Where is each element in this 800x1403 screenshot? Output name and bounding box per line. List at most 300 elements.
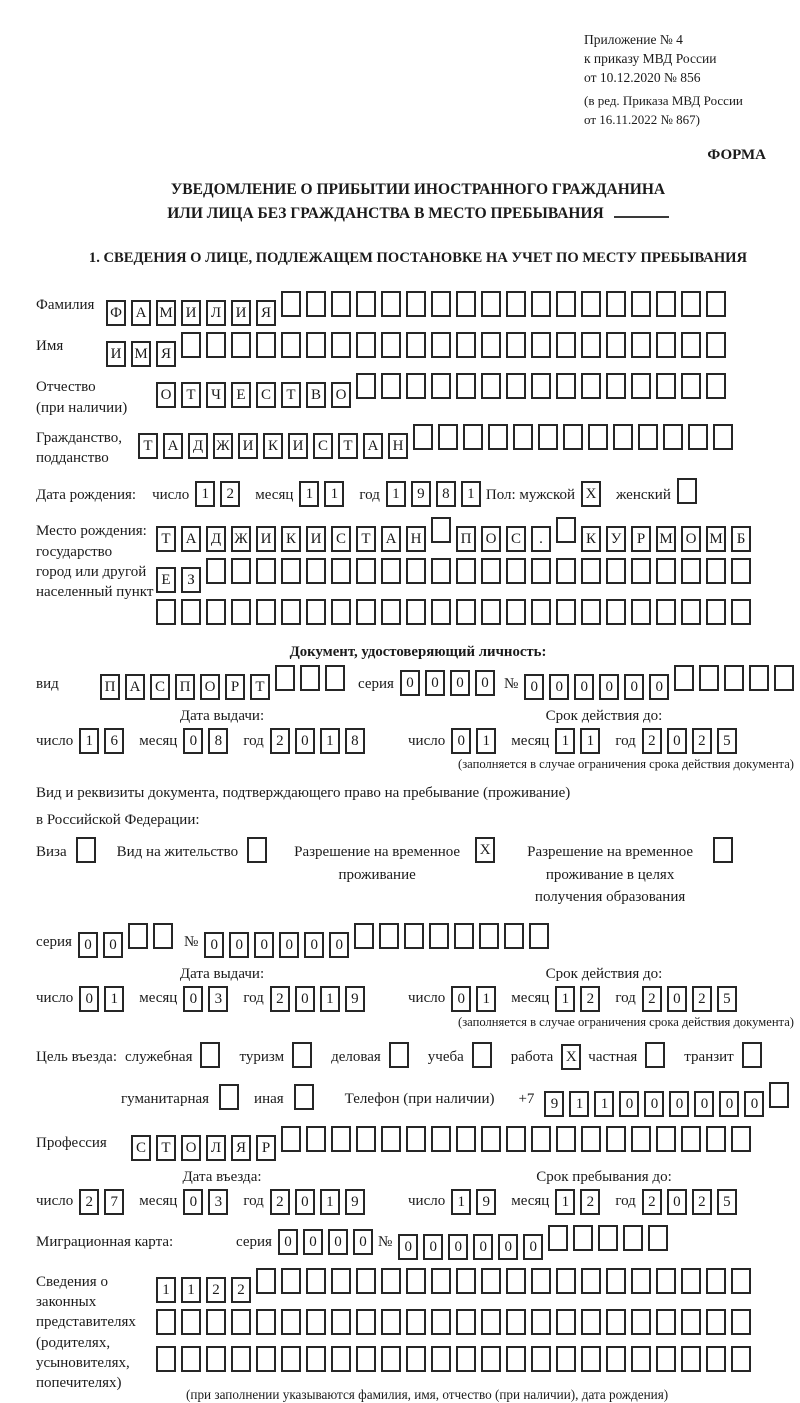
char-cell[interactable] — [256, 1268, 276, 1294]
char-cell[interactable]: С — [256, 382, 276, 408]
char-cell[interactable] — [481, 1309, 501, 1335]
char-cell[interactable] — [331, 558, 351, 584]
char-cell[interactable] — [431, 373, 451, 399]
char-cell[interactable]: Ч — [206, 382, 226, 408]
char-cell[interactable] — [631, 558, 651, 584]
char-cell[interactable] — [706, 1309, 726, 1335]
char-cell[interactable] — [681, 373, 701, 399]
char-cell[interactable] — [431, 332, 451, 358]
char-cell[interactable]: Т — [138, 433, 158, 459]
char-cell[interactable] — [181, 1346, 201, 1372]
char-cell[interactable] — [631, 332, 651, 358]
char-cell[interactable]: Я — [231, 1135, 251, 1161]
char-cell[interactable]: П — [100, 674, 120, 700]
char-cell[interactable]: И — [238, 433, 258, 459]
char-cell[interactable] — [406, 1126, 426, 1152]
char-cell[interactable]: 0 — [229, 932, 249, 958]
char-cell[interactable]: 1 — [461, 481, 481, 507]
char-cell[interactable]: Т — [250, 674, 270, 700]
char-cell[interactable]: Ф — [106, 300, 126, 326]
char-cell[interactable] — [381, 373, 401, 399]
char-cell[interactable] — [481, 1268, 501, 1294]
char-cell[interactable]: А — [131, 300, 151, 326]
char-cell[interactable] — [531, 291, 551, 317]
char-cell[interactable]: 9 — [411, 481, 431, 507]
char-cell[interactable] — [206, 1346, 226, 1372]
char-cell[interactable] — [331, 599, 351, 625]
char-cell[interactable] — [681, 1126, 701, 1152]
char-cell[interactable]: 0 — [295, 986, 315, 1012]
char-cell[interactable] — [706, 373, 726, 399]
char-cell[interactable]: 0 — [669, 1091, 689, 1117]
char-cell[interactable] — [76, 837, 96, 863]
char-cell[interactable]: Н — [388, 433, 408, 459]
char-cell[interactable]: Б — [731, 526, 751, 552]
char-cell[interactable] — [356, 599, 376, 625]
char-cell[interactable]: 1 — [555, 728, 575, 754]
char-cell[interactable] — [331, 291, 351, 317]
char-cell[interactable] — [581, 558, 601, 584]
char-cell[interactable]: Р — [631, 526, 651, 552]
char-cell[interactable]: 0 — [667, 728, 687, 754]
char-cell[interactable] — [681, 599, 701, 625]
char-cell[interactable] — [506, 1346, 526, 1372]
char-cell[interactable] — [456, 1268, 476, 1294]
char-cell[interactable] — [306, 558, 326, 584]
char-cell[interactable] — [581, 373, 601, 399]
char-cell[interactable] — [724, 665, 744, 691]
char-cell[interactable]: 2 — [580, 986, 600, 1012]
char-cell[interactable] — [306, 1268, 326, 1294]
char-cell[interactable]: 0 — [295, 728, 315, 754]
char-cell[interactable] — [556, 599, 576, 625]
char-cell[interactable] — [674, 665, 694, 691]
char-cell[interactable]: 2 — [692, 986, 712, 1012]
char-cell[interactable] — [281, 332, 301, 358]
char-cell[interactable]: 0 — [451, 728, 471, 754]
char-cell[interactable]: 0 — [303, 1229, 323, 1255]
char-cell[interactable]: . — [531, 526, 551, 552]
char-cell[interactable] — [681, 1309, 701, 1335]
char-cell[interactable]: А — [163, 433, 183, 459]
char-cell[interactable]: П — [175, 674, 195, 700]
char-cell[interactable] — [406, 1346, 426, 1372]
char-cell[interactable] — [331, 1268, 351, 1294]
char-cell[interactable] — [538, 424, 558, 450]
char-cell[interactable]: 0 — [204, 932, 224, 958]
char-cell[interactable] — [504, 923, 524, 949]
char-cell[interactable] — [531, 1268, 551, 1294]
char-cell[interactable]: 7 — [104, 1189, 124, 1215]
char-cell[interactable]: 0 — [79, 986, 99, 1012]
char-cell[interactable]: 1 — [451, 1189, 471, 1215]
char-cell[interactable] — [456, 332, 476, 358]
char-cell[interactable] — [699, 665, 719, 691]
char-cell[interactable] — [631, 1268, 651, 1294]
char-cell[interactable] — [406, 558, 426, 584]
char-cell[interactable]: С — [150, 674, 170, 700]
char-cell[interactable] — [731, 599, 751, 625]
char-cell[interactable] — [281, 291, 301, 317]
char-cell[interactable] — [706, 1268, 726, 1294]
char-cell[interactable] — [606, 373, 626, 399]
char-cell[interactable]: К — [281, 526, 301, 552]
char-cell[interactable] — [256, 1346, 276, 1372]
char-cell[interactable] — [206, 1309, 226, 1335]
char-cell[interactable] — [281, 1309, 301, 1335]
char-cell[interactable]: 0 — [328, 1229, 348, 1255]
char-cell[interactable]: Я — [156, 341, 176, 367]
char-cell[interactable]: 0 — [78, 932, 98, 958]
char-cell[interactable] — [389, 1042, 409, 1068]
char-cell[interactable]: 1 — [555, 1189, 575, 1215]
char-cell[interactable] — [606, 558, 626, 584]
char-cell[interactable] — [506, 1268, 526, 1294]
char-cell[interactable]: 0 — [475, 670, 495, 696]
char-cell[interactable]: 9 — [544, 1091, 564, 1117]
char-cell[interactable] — [556, 1346, 576, 1372]
char-cell[interactable]: 5 — [717, 728, 737, 754]
char-cell[interactable]: 0 — [450, 670, 470, 696]
char-cell[interactable] — [481, 373, 501, 399]
char-cell[interactable]: 2 — [642, 986, 662, 1012]
char-cell[interactable] — [404, 923, 424, 949]
char-cell[interactable] — [356, 1346, 376, 1372]
char-cell[interactable] — [381, 1268, 401, 1294]
char-cell[interactable] — [431, 558, 451, 584]
char-cell[interactable]: 0 — [624, 674, 644, 700]
char-cell[interactable]: 0 — [649, 674, 669, 700]
char-cell[interactable] — [356, 1309, 376, 1335]
char-cell[interactable]: 0 — [183, 728, 203, 754]
char-cell[interactable] — [275, 665, 295, 691]
char-cell[interactable] — [456, 291, 476, 317]
char-cell[interactable]: Т — [281, 382, 301, 408]
char-cell[interactable]: 3 — [208, 986, 228, 1012]
char-cell[interactable] — [731, 1126, 751, 1152]
char-cell[interactable] — [431, 1268, 451, 1294]
char-cell[interactable] — [656, 373, 676, 399]
char-cell[interactable]: 0 — [667, 1189, 687, 1215]
char-cell[interactable]: И — [231, 300, 251, 326]
char-cell[interactable]: 2 — [270, 728, 290, 754]
char-cell[interactable]: 2 — [692, 1189, 712, 1215]
char-cell[interactable] — [356, 558, 376, 584]
char-cell[interactable]: 1 — [569, 1091, 589, 1117]
char-cell[interactable] — [488, 424, 508, 450]
char-cell[interactable]: 2 — [642, 1189, 662, 1215]
char-cell[interactable] — [431, 1346, 451, 1372]
char-cell[interactable]: 0 — [353, 1229, 373, 1255]
char-cell[interactable] — [556, 517, 576, 543]
char-cell[interactable] — [656, 558, 676, 584]
char-cell[interactable] — [588, 424, 608, 450]
char-cell[interactable] — [742, 1042, 762, 1068]
char-cell[interactable] — [688, 424, 708, 450]
char-cell[interactable] — [331, 1126, 351, 1152]
char-cell[interactable] — [631, 373, 651, 399]
char-cell[interactable] — [731, 1346, 751, 1372]
char-cell[interactable]: 1 — [386, 481, 406, 507]
char-cell[interactable] — [479, 923, 499, 949]
char-cell[interactable] — [294, 1084, 314, 1110]
char-cell[interactable]: 0 — [254, 932, 274, 958]
char-cell[interactable] — [381, 558, 401, 584]
char-cell[interactable] — [206, 332, 226, 358]
char-cell[interactable] — [573, 1225, 593, 1251]
char-cell[interactable]: 9 — [345, 1189, 365, 1215]
char-cell[interactable] — [706, 599, 726, 625]
char-cell[interactable] — [481, 1126, 501, 1152]
char-cell[interactable]: Л — [206, 1135, 226, 1161]
char-cell[interactable]: Н — [406, 526, 426, 552]
char-cell[interactable]: И — [306, 526, 326, 552]
char-cell[interactable] — [656, 1268, 676, 1294]
char-cell[interactable] — [429, 923, 449, 949]
char-cell[interactable]: 1 — [594, 1091, 614, 1117]
char-cell[interactable] — [706, 1126, 726, 1152]
char-cell[interactable] — [506, 1309, 526, 1335]
char-cell[interactable] — [247, 837, 267, 863]
char-cell[interactable]: И — [181, 300, 201, 326]
char-cell[interactable] — [306, 1346, 326, 1372]
char-cell[interactable]: Т — [156, 526, 176, 552]
char-cell[interactable] — [531, 1126, 551, 1152]
char-cell[interactable]: 0 — [694, 1091, 714, 1117]
char-cell[interactable] — [306, 599, 326, 625]
char-cell[interactable] — [598, 1225, 618, 1251]
char-cell[interactable]: 0 — [574, 674, 594, 700]
char-cell[interactable] — [623, 1225, 643, 1251]
char-cell[interactable] — [406, 291, 426, 317]
char-cell[interactable]: 6 — [104, 728, 124, 754]
char-cell[interactable] — [606, 599, 626, 625]
char-cell[interactable]: Р — [256, 1135, 276, 1161]
char-cell[interactable] — [556, 373, 576, 399]
char-cell[interactable] — [481, 291, 501, 317]
char-cell[interactable]: 1 — [195, 481, 215, 507]
char-cell[interactable]: 0 — [448, 1234, 468, 1260]
char-cell[interactable]: 0 — [619, 1091, 639, 1117]
char-cell[interactable]: 8 — [345, 728, 365, 754]
char-cell[interactable]: 0 — [549, 674, 569, 700]
char-cell[interactable] — [281, 1268, 301, 1294]
char-cell[interactable] — [656, 1126, 676, 1152]
char-cell[interactable] — [648, 1225, 668, 1251]
char-cell[interactable]: О — [181, 1135, 201, 1161]
char-cell[interactable] — [306, 291, 326, 317]
char-cell[interactable]: 1 — [156, 1277, 176, 1303]
char-cell[interactable]: М — [131, 341, 151, 367]
char-cell[interactable] — [231, 1346, 251, 1372]
char-cell[interactable] — [481, 558, 501, 584]
char-cell[interactable] — [181, 332, 201, 358]
char-cell[interactable]: А — [381, 526, 401, 552]
char-cell[interactable] — [556, 1126, 576, 1152]
char-cell[interactable] — [181, 1309, 201, 1335]
char-cell[interactable] — [381, 332, 401, 358]
char-cell[interactable] — [354, 923, 374, 949]
char-cell[interactable] — [431, 1126, 451, 1152]
char-cell[interactable]: Д — [206, 526, 226, 552]
char-cell[interactable] — [531, 1346, 551, 1372]
char-cell[interactable] — [281, 1346, 301, 1372]
char-cell[interactable] — [381, 599, 401, 625]
char-cell[interactable] — [681, 1346, 701, 1372]
char-cell[interactable] — [381, 1126, 401, 1152]
char-cell[interactable]: И — [288, 433, 308, 459]
char-cell[interactable] — [219, 1084, 239, 1110]
char-cell[interactable]: 0 — [329, 932, 349, 958]
checkbox-cell[interactable]: X — [561, 1044, 581, 1070]
char-cell[interactable] — [231, 558, 251, 584]
char-cell[interactable] — [431, 1309, 451, 1335]
char-cell[interactable]: 0 — [398, 1234, 418, 1260]
char-cell[interactable]: 0 — [524, 674, 544, 700]
char-cell[interactable] — [356, 291, 376, 317]
char-cell[interactable] — [731, 1309, 751, 1335]
char-cell[interactable] — [531, 332, 551, 358]
char-cell[interactable] — [706, 291, 726, 317]
char-cell[interactable] — [331, 1309, 351, 1335]
char-cell[interactable]: 1 — [320, 1189, 340, 1215]
char-cell[interactable]: 0 — [278, 1229, 298, 1255]
char-cell[interactable] — [454, 923, 474, 949]
char-cell[interactable]: 3 — [208, 1189, 228, 1215]
char-cell[interactable]: Т — [156, 1135, 176, 1161]
char-cell[interactable]: А — [363, 433, 383, 459]
char-cell[interactable] — [581, 1346, 601, 1372]
char-cell[interactable] — [356, 332, 376, 358]
char-cell[interactable] — [331, 332, 351, 358]
char-cell[interactable]: М — [656, 526, 676, 552]
char-cell[interactable]: 8 — [436, 481, 456, 507]
char-cell[interactable] — [531, 373, 551, 399]
char-cell[interactable] — [356, 1126, 376, 1152]
char-cell[interactable]: 1 — [181, 1277, 201, 1303]
char-cell[interactable]: 0 — [279, 932, 299, 958]
char-cell[interactable]: 1 — [476, 728, 496, 754]
char-cell[interactable] — [531, 1309, 551, 1335]
char-cell[interactable] — [656, 599, 676, 625]
char-cell[interactable] — [156, 1346, 176, 1372]
char-cell[interactable]: 5 — [717, 986, 737, 1012]
char-cell[interactable] — [706, 1346, 726, 1372]
char-cell[interactable]: С — [506, 526, 526, 552]
char-cell[interactable]: А — [125, 674, 145, 700]
char-cell[interactable]: 2 — [270, 986, 290, 1012]
char-cell[interactable]: 0 — [295, 1189, 315, 1215]
char-cell[interactable] — [677, 478, 697, 504]
char-cell[interactable] — [506, 291, 526, 317]
char-cell[interactable]: А — [181, 526, 201, 552]
char-cell[interactable]: 2 — [220, 481, 240, 507]
char-cell[interactable] — [656, 1346, 676, 1372]
char-cell[interactable] — [431, 599, 451, 625]
char-cell[interactable] — [456, 373, 476, 399]
char-cell[interactable]: 0 — [183, 1189, 203, 1215]
char-cell[interactable] — [506, 1126, 526, 1152]
char-cell[interactable]: Я — [256, 300, 276, 326]
char-cell[interactable] — [231, 599, 251, 625]
char-cell[interactable] — [506, 558, 526, 584]
char-cell[interactable]: Т — [181, 382, 201, 408]
char-cell[interactable] — [456, 558, 476, 584]
char-cell[interactable] — [128, 923, 148, 949]
char-cell[interactable] — [556, 1309, 576, 1335]
char-cell[interactable]: Е — [156, 567, 176, 593]
char-cell[interactable]: Т — [338, 433, 358, 459]
char-cell[interactable] — [206, 558, 226, 584]
char-cell[interactable] — [656, 291, 676, 317]
char-cell[interactable] — [681, 558, 701, 584]
char-cell[interactable] — [506, 599, 526, 625]
char-cell[interactable] — [638, 424, 658, 450]
char-cell[interactable]: 2 — [580, 1189, 600, 1215]
char-cell[interactable]: 0 — [744, 1091, 764, 1117]
char-cell[interactable] — [606, 291, 626, 317]
char-cell[interactable] — [200, 1042, 220, 1068]
char-cell[interactable]: О — [200, 674, 220, 700]
char-cell[interactable]: Л — [206, 300, 226, 326]
char-cell[interactable] — [506, 332, 526, 358]
char-cell[interactable] — [256, 558, 276, 584]
char-cell[interactable]: 0 — [304, 932, 324, 958]
char-cell[interactable] — [281, 558, 301, 584]
char-cell[interactable]: 9 — [476, 1189, 496, 1215]
char-cell[interactable]: 2 — [231, 1277, 251, 1303]
char-cell[interactable] — [656, 1309, 676, 1335]
char-cell[interactable] — [306, 332, 326, 358]
char-cell[interactable]: М — [706, 526, 726, 552]
char-cell[interactable] — [681, 291, 701, 317]
char-cell[interactable] — [713, 424, 733, 450]
char-cell[interactable]: 0 — [425, 670, 445, 696]
char-cell[interactable] — [631, 1126, 651, 1152]
char-cell[interactable] — [463, 424, 483, 450]
char-cell[interactable] — [413, 424, 433, 450]
char-cell[interactable] — [706, 332, 726, 358]
char-cell[interactable] — [456, 599, 476, 625]
char-cell[interactable]: К — [581, 526, 601, 552]
char-cell[interactable] — [556, 332, 576, 358]
char-cell[interactable]: Ж — [231, 526, 251, 552]
char-cell[interactable]: 0 — [599, 674, 619, 700]
char-cell[interactable]: 0 — [103, 932, 123, 958]
char-cell[interactable]: К — [263, 433, 283, 459]
char-cell[interactable] — [631, 1346, 651, 1372]
char-cell[interactable] — [563, 424, 583, 450]
char-cell[interactable]: О — [156, 382, 176, 408]
char-cell[interactable] — [581, 599, 601, 625]
char-cell[interactable]: Ж — [213, 433, 233, 459]
char-cell[interactable] — [556, 291, 576, 317]
char-cell[interactable] — [531, 599, 551, 625]
char-cell[interactable] — [606, 1268, 626, 1294]
char-cell[interactable] — [656, 332, 676, 358]
char-cell[interactable] — [406, 1309, 426, 1335]
char-cell[interactable] — [406, 1268, 426, 1294]
char-cell[interactable] — [606, 1309, 626, 1335]
char-cell[interactable]: 2 — [206, 1277, 226, 1303]
char-cell[interactable]: 1 — [555, 986, 575, 1012]
char-cell[interactable]: 0 — [719, 1091, 739, 1117]
char-cell[interactable]: П — [456, 526, 476, 552]
char-cell[interactable] — [256, 332, 276, 358]
char-cell[interactable]: И — [256, 526, 276, 552]
char-cell[interactable]: 0 — [498, 1234, 518, 1260]
char-cell[interactable]: 0 — [667, 986, 687, 1012]
